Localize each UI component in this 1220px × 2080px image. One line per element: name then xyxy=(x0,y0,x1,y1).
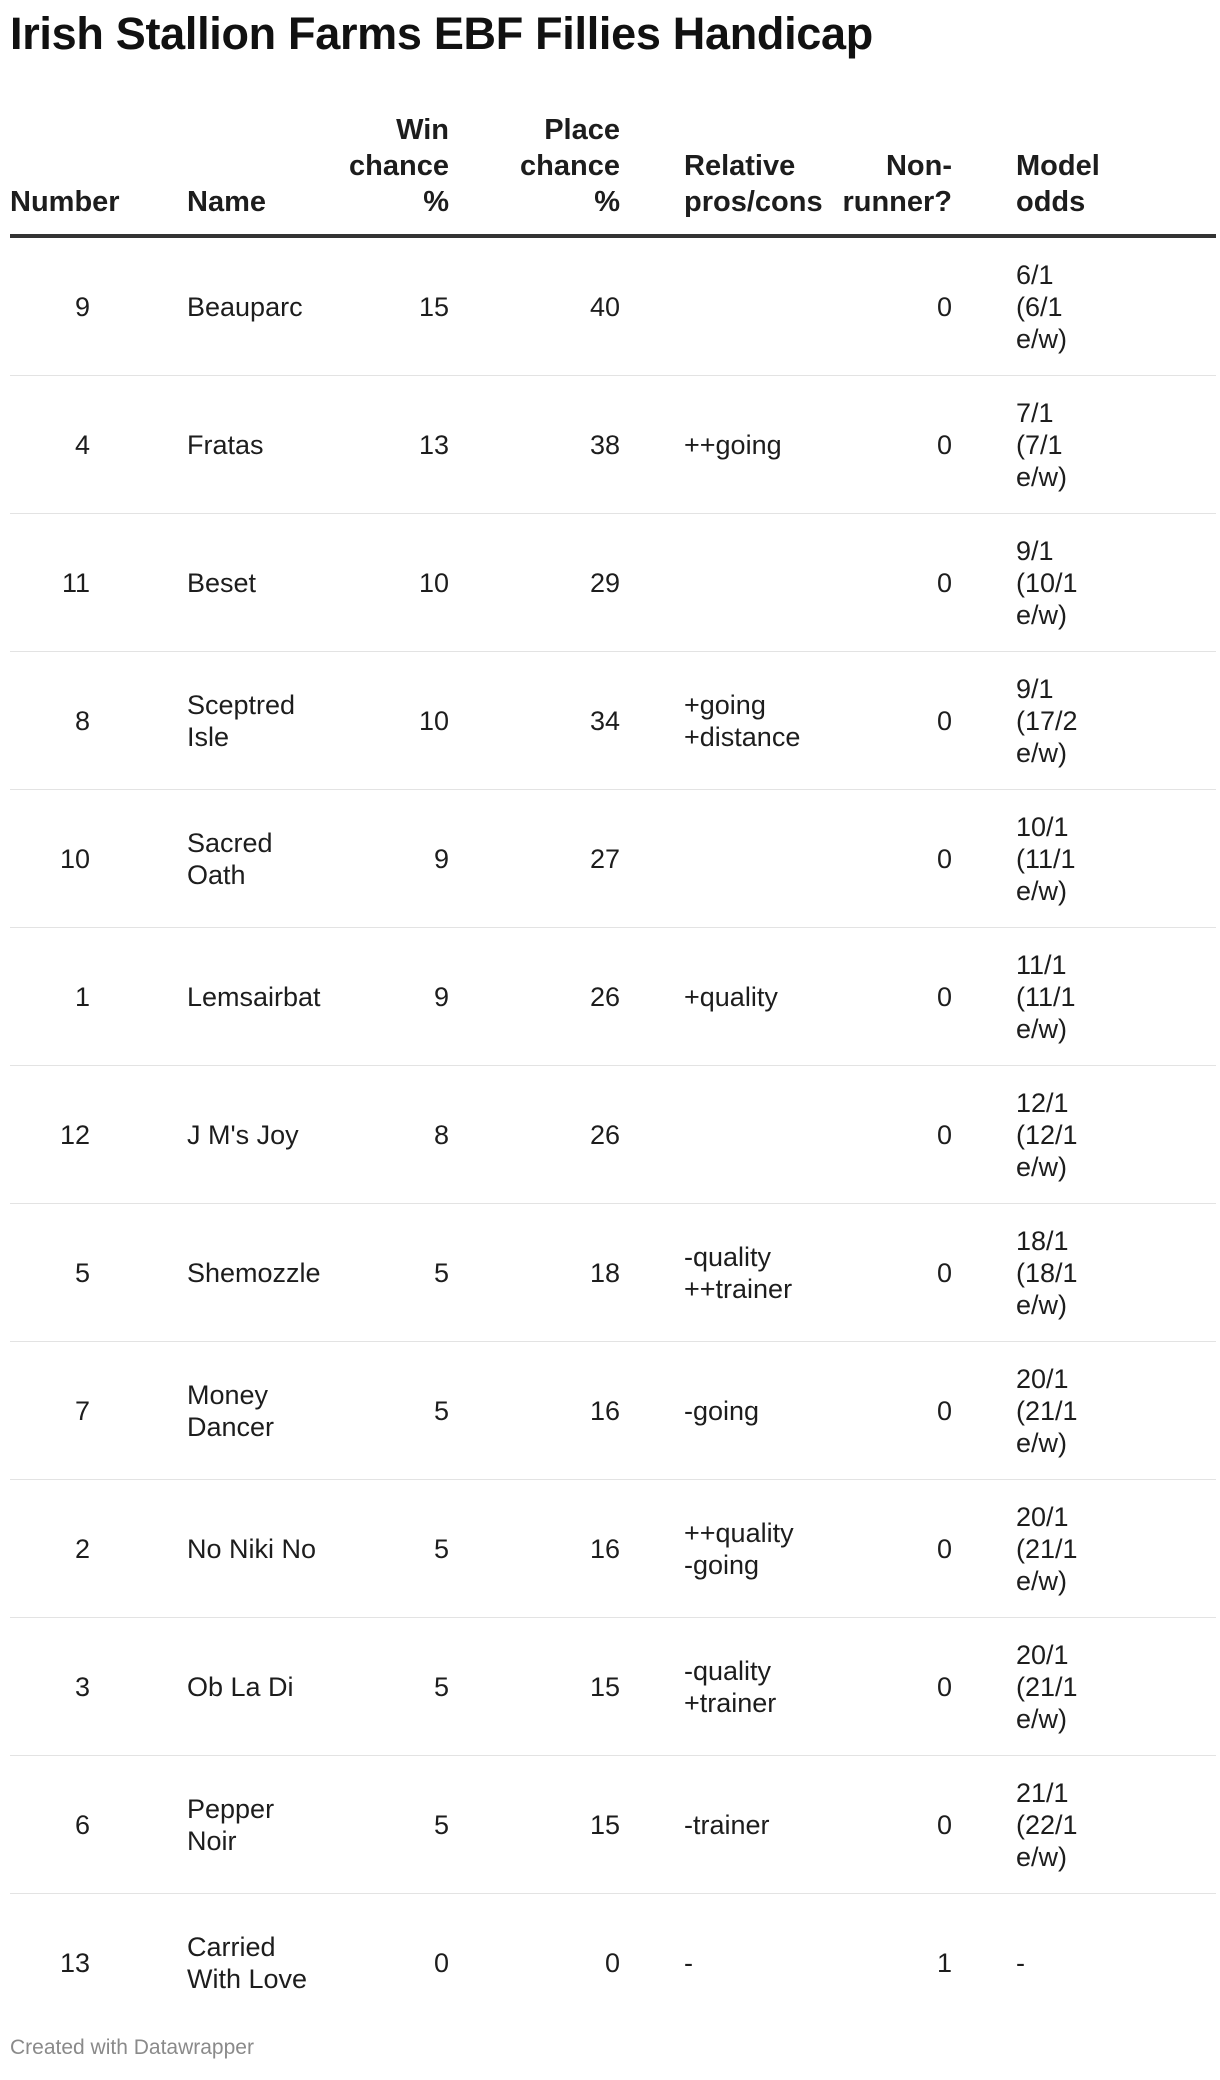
cell-win-chance: 5 xyxy=(317,1342,449,1480)
cell-number: 3 xyxy=(10,1618,122,1756)
cell-name: Pepper Noir xyxy=(122,1756,317,1894)
cell-number: 13 xyxy=(59,1947,90,1978)
cell-win-chance: 13 xyxy=(317,376,449,514)
cell-nonrunner: 0 xyxy=(829,376,952,514)
cell-nonrunner: 0 xyxy=(829,1480,952,1618)
table-row xyxy=(10,1066,1216,1204)
column-header-win-chance[interactable]: Win chance % xyxy=(317,112,449,236)
cell-model-odds: 20/1 (21/1 e/w) xyxy=(952,1618,1216,1756)
cell-nonrunner: 0 xyxy=(829,928,952,1066)
cell-name: No Niki No xyxy=(122,1480,317,1618)
cell-number: 11 xyxy=(10,514,122,652)
cell-nonrunner: 0 xyxy=(829,514,952,652)
cell-model-odds: 20/1 (21/1 e/w) xyxy=(952,1342,1216,1480)
cell-nonrunner: 0 xyxy=(829,1342,952,1480)
table-row xyxy=(10,1756,1216,1894)
cell-number: 7 xyxy=(10,1342,122,1480)
cell-nonrunner: 0 xyxy=(829,1066,952,1204)
cell-place-chance: 16 xyxy=(449,1342,620,1480)
cell-relative: -quality ++trainer xyxy=(620,1204,829,1342)
cell-name: Fratas xyxy=(122,376,317,514)
header-row xyxy=(10,112,1216,236)
column-header-model-odds[interactable]: Model odds xyxy=(952,112,1216,236)
cell-win-chance: 8 xyxy=(317,1066,449,1204)
results-table xyxy=(10,112,1216,2031)
table-body xyxy=(10,236,1216,2031)
cell-model-odds: 7/1 (7/1 e/w) xyxy=(952,376,1216,514)
cell-name: Sceptred Isle xyxy=(122,652,317,790)
cell-name: Beset xyxy=(122,514,317,652)
cell-place-chance: 29 xyxy=(449,514,620,652)
cell-relative xyxy=(620,1066,829,1204)
cell-name: Money Dancer xyxy=(122,1342,317,1480)
cell-model-odds: 9/1 (17/2 e/w) xyxy=(952,652,1216,790)
cell-nonrunner: 0 xyxy=(829,790,952,928)
column-header-number[interactable]: Number xyxy=(10,112,122,236)
cell-model-odds: 11/1 (11/1 e/w) xyxy=(952,928,1216,1066)
cell-nonrunner: 0 xyxy=(829,1204,952,1342)
cell-model-odds: 21/1 (22/1 e/w) xyxy=(952,1756,1216,1894)
cell-relative: - xyxy=(684,1947,693,1978)
cell-nonrunner: 0 xyxy=(829,1756,952,1894)
cell-place-chance: 27 xyxy=(449,790,620,928)
cell-model-odds: 6/1 (6/1 e/w) xyxy=(952,236,1216,376)
cell-number: 8 xyxy=(10,652,122,790)
cell-model-odds: 9/1 (10/1 e/w) xyxy=(952,514,1216,652)
footer-credit: Created with Datawrapper xyxy=(10,2036,254,2059)
column-header-place-chance[interactable]: Place chance % xyxy=(449,112,620,236)
cell-relative xyxy=(620,790,829,928)
cell-place-chance: 26 xyxy=(449,1066,620,1204)
cell-win-chance: 9 xyxy=(317,928,449,1066)
cell-number: 2 xyxy=(10,1480,122,1618)
cell-name: Carried With Love xyxy=(187,1931,308,1994)
cell-place-chance: 40 xyxy=(449,236,620,376)
table-row xyxy=(10,1894,1216,2032)
cell-number: 9 xyxy=(10,236,122,376)
cell-win-chance: 10 xyxy=(317,652,449,790)
table-row xyxy=(10,928,1216,1066)
cell-win-chance: 5 xyxy=(317,1618,449,1756)
cell-nonrunner: 0 xyxy=(829,236,952,376)
column-header-relative[interactable]: Relative pros/cons xyxy=(620,112,829,236)
cell-place-chance: 34 xyxy=(449,652,620,790)
page-title: Irish Stallion Farms EBF Fillies Handicap xyxy=(10,8,873,59)
cell-win-chance: 5 xyxy=(317,1204,449,1342)
cell-place-chance: 16 xyxy=(449,1480,620,1618)
table-row xyxy=(10,1618,1216,1756)
table-row xyxy=(10,1480,1216,1618)
table-row xyxy=(10,236,1216,376)
cell-place-chance: 18 xyxy=(449,1204,620,1342)
cell-win-chance: 10 xyxy=(317,514,449,652)
cell-place-chance: 15 xyxy=(449,1618,620,1756)
cell-name: Ob La Di xyxy=(122,1618,317,1756)
cell-place-chance: 26 xyxy=(449,928,620,1066)
cell-model-odds: - xyxy=(1016,1947,1025,1978)
cell-name: J M's Joy xyxy=(122,1066,317,1204)
cell-relative xyxy=(620,236,829,376)
cell-number: 12 xyxy=(10,1066,122,1204)
cell-name: Shemozzle xyxy=(122,1204,317,1342)
column-header-name[interactable]: Name xyxy=(122,112,317,236)
cell-win-chance: 5 xyxy=(317,1480,449,1618)
cell-number: 5 xyxy=(10,1204,122,1342)
cell-relative: ++going xyxy=(620,376,829,514)
cell-relative: ++quality -going xyxy=(620,1480,829,1618)
table-row xyxy=(10,1204,1216,1342)
cell-relative: -quality +trainer xyxy=(620,1618,829,1756)
cell-win-chance: 5 xyxy=(317,1756,449,1894)
cell-relative xyxy=(620,514,829,652)
cell-relative: -going xyxy=(620,1342,829,1480)
cell-place-chance: 0 xyxy=(604,1947,620,1978)
table-row xyxy=(10,652,1216,790)
cell-relative: +quality xyxy=(620,928,829,1066)
cell-model-odds: 20/1 (21/1 e/w) xyxy=(952,1480,1216,1618)
cell-number: 1 xyxy=(10,928,122,1066)
cell-model-odds: 10/1 (11/1 e/w) xyxy=(952,790,1216,928)
cell-relative: +going +distance xyxy=(620,652,829,790)
table-row xyxy=(10,514,1216,652)
cell-name: Lemsairbat xyxy=(122,928,317,1066)
cell-nonrunner: 0 xyxy=(829,652,952,790)
cell-win-chance: 15 xyxy=(317,236,449,376)
table-row xyxy=(10,376,1216,514)
table-row xyxy=(10,790,1216,928)
cell-nonrunner: 1 xyxy=(936,1947,952,1978)
cell-relative: -trainer xyxy=(620,1756,829,1894)
table-row xyxy=(10,1342,1216,1480)
cell-place-chance: 15 xyxy=(449,1756,620,1894)
cell-number: 6 xyxy=(10,1756,122,1894)
cell-model-odds: 12/1 (12/1 e/w) xyxy=(952,1066,1216,1204)
cell-number: 10 xyxy=(10,790,122,928)
cell-model-odds: 18/1 (18/1 e/w) xyxy=(952,1204,1216,1342)
cell-place-chance: 38 xyxy=(449,376,620,514)
cell-win-chance: 9 xyxy=(317,790,449,928)
cell-name: Sacred Oath xyxy=(122,790,317,928)
cell-number: 4 xyxy=(10,376,122,514)
cell-win-chance: 0 xyxy=(433,1947,449,1978)
cell-name: Beauparc xyxy=(122,236,317,376)
column-header-nonrunner[interactable]: Non- runner? xyxy=(829,112,952,236)
cell-nonrunner: 0 xyxy=(829,1618,952,1756)
